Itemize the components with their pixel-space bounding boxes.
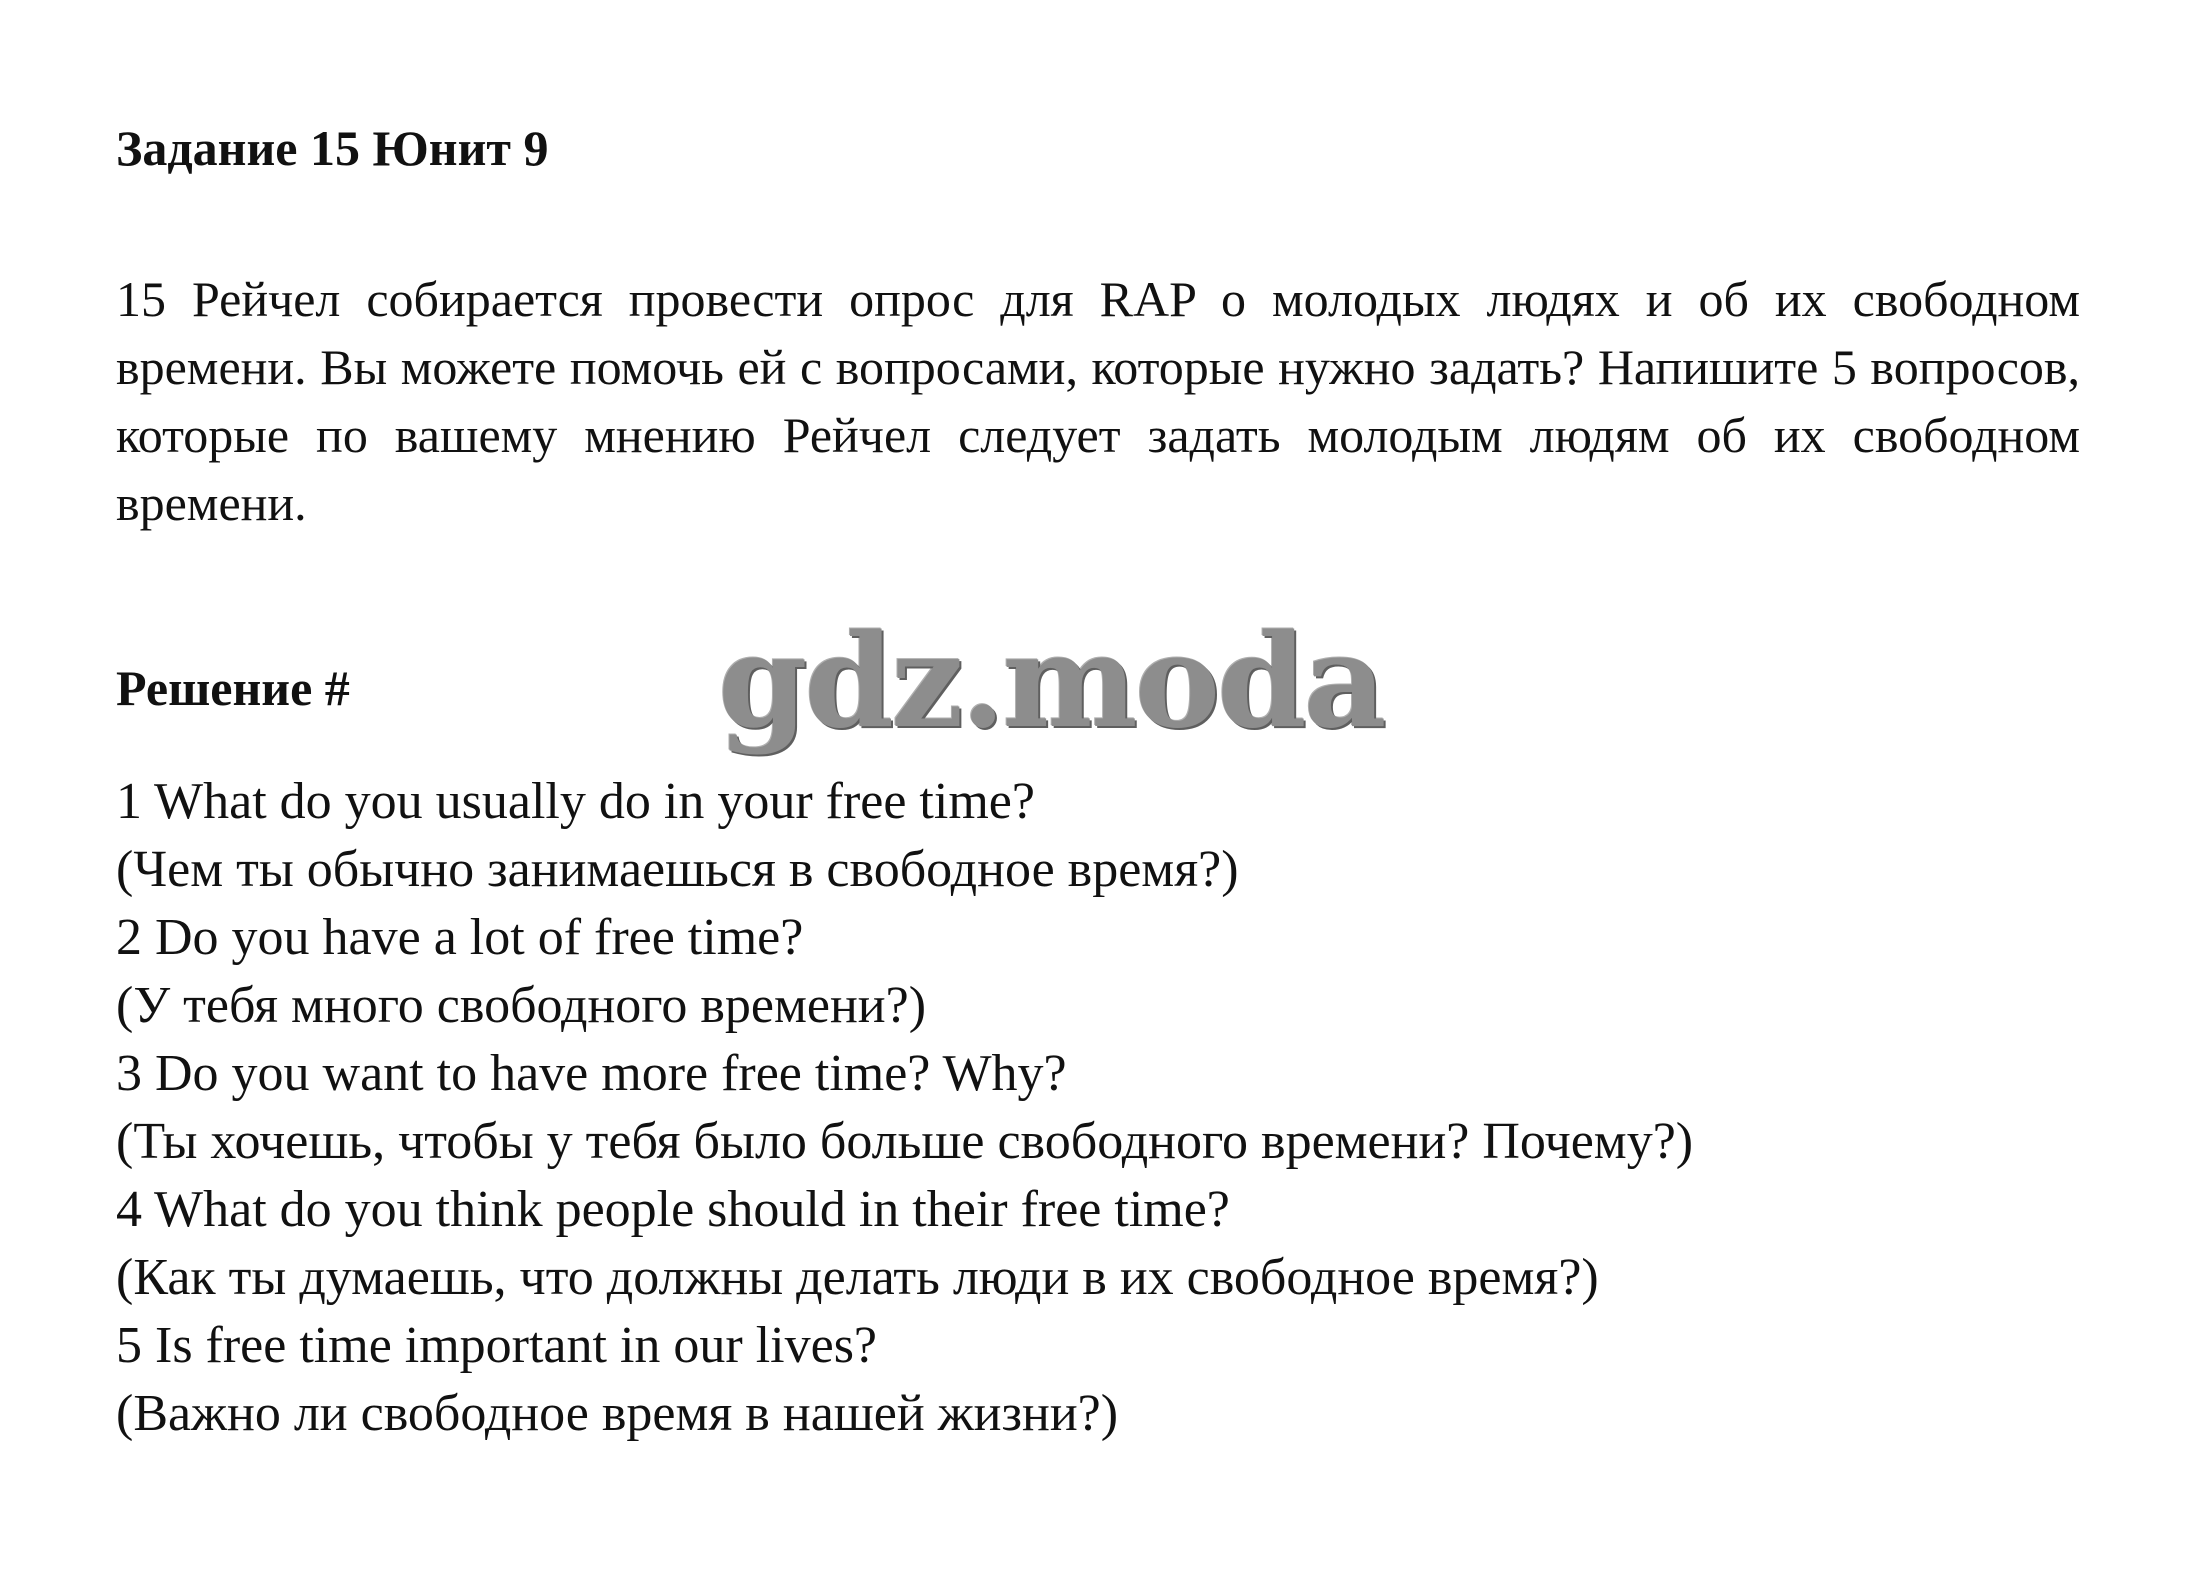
answer-translation: (Как ты думаешь, что должны делать люди в их свободное время?) xyxy=(116,1249,1599,1306)
answer-translation: (Важно ли свободное время в нашей жизни?) xyxy=(116,1385,1119,1442)
watermark-logo: gdz.moda xyxy=(718,607,1384,757)
answer-question: 3 Do you want to have more free time? Why? xyxy=(116,1045,1067,1102)
answer-question: 2 Do you have a lot of free time? xyxy=(116,909,804,966)
answer-item xyxy=(116,904,1693,1040)
answer-question: 5 Is free time important in our lives? xyxy=(116,1317,878,1374)
task-title: Задание 15 Юнит 9 xyxy=(116,120,549,176)
task-text: 15 Рейчел собирается провести опрос для RAP о молодых людях и об их свободном времени. Вы можете помочь ей с вопросами, которые нужно задать? Напишите 5 вопросов, которые по вашему мнению Рейчел следует задать молодым людям об их свободном времени. xyxy=(116,271,2080,531)
answer-list xyxy=(116,768,1693,1448)
answer-item xyxy=(116,1040,1693,1176)
answer-question: 4 What do you think people should in their free time? xyxy=(116,1181,1230,1238)
answer-question: 1 What do you usually do in your free time? xyxy=(116,773,1035,830)
solution-title: Решение # xyxy=(116,660,350,716)
answer-item xyxy=(116,1176,1693,1312)
answer-item xyxy=(116,768,1693,904)
answer-item xyxy=(116,1312,1693,1448)
answer-translation: (Ты хочешь, чтобы у тебя было больше свободного времени? Почему?) xyxy=(116,1113,1694,1170)
answer-translation: (Чем ты обычно занимаешься в свободное время?) xyxy=(116,841,1239,898)
answer-translation: (У тебя много свободного времени?) xyxy=(116,977,927,1034)
